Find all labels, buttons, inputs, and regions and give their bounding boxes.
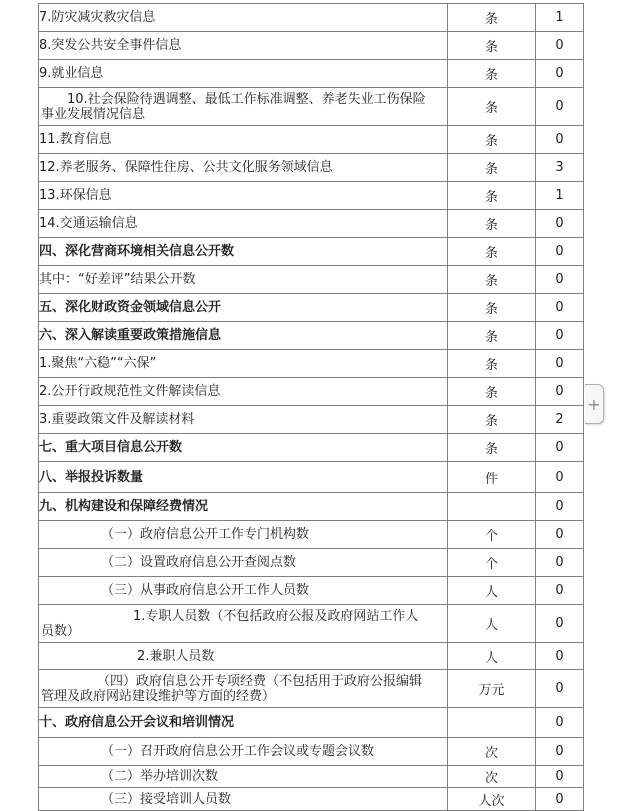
row-unit: 人次 <box>448 788 536 811</box>
row-value: 0 <box>536 549 584 577</box>
row-unit: 人 <box>448 643 536 670</box>
table-row <box>39 88 584 126</box>
row-value: 0 <box>536 462 584 493</box>
row-name: 7.防灾减灾救灾信息 <box>39 4 448 32</box>
row-unit: 条 <box>448 210 536 238</box>
row-value: 0 <box>536 521 584 549</box>
table-row <box>39 182 584 210</box>
row-name: （三）接受培训人员数 <box>39 788 448 811</box>
row-value: 0 <box>536 238 584 266</box>
table-row <box>39 788 584 811</box>
row-value: 0 <box>536 32 584 60</box>
row-value: 1 <box>536 182 584 210</box>
table-row <box>39 60 584 88</box>
row-unit: 条 <box>448 434 536 462</box>
row-value: 0 <box>536 577 584 605</box>
row-name: 五、深化财政资金领域信息公开 <box>39 294 448 322</box>
row-value: 0 <box>536 708 584 738</box>
row-name: 2.兼职人员数 <box>39 643 448 670</box>
table-row <box>39 577 584 605</box>
row-name: （三）从事政府信息公开工作人员数 <box>39 577 448 605</box>
table-row <box>39 766 584 788</box>
table-row <box>39 605 584 643</box>
row-unit: 个 <box>448 549 536 577</box>
row-name: （二）举办培训次数 <box>39 766 448 788</box>
row-value: 0 <box>536 766 584 788</box>
row-name <box>39 605 448 643</box>
row-unit: 条 <box>448 32 536 60</box>
table-row <box>39 406 584 434</box>
row-value: 0 <box>536 210 584 238</box>
row-unit: 条 <box>448 182 536 210</box>
row-unit: 条 <box>448 322 536 350</box>
row-name: 其中：“好差评”结果公开数 <box>39 266 448 294</box>
row-name: 2.公开行政规范性文件解读信息 <box>39 378 448 406</box>
row-value: 0 <box>536 294 584 322</box>
row-value: 0 <box>536 88 584 126</box>
row-unit: 条 <box>448 266 536 294</box>
row-name-line2: 员数） <box>41 623 81 639</box>
row-unit <box>448 708 536 738</box>
row-value: 3 <box>536 154 584 182</box>
row-value: 0 <box>536 738 584 766</box>
row-unit: 个 <box>448 521 536 549</box>
row-unit: 条 <box>448 238 536 266</box>
row-value: 0 <box>536 266 584 294</box>
row-unit: 条 <box>448 294 536 322</box>
table-row <box>39 434 584 462</box>
row-name: （一）召开政府信息公开工作会议或专题会议数 <box>39 738 448 766</box>
row-name: 8.突发公共安全事件信息 <box>39 32 448 60</box>
row-unit: 件 <box>448 462 536 493</box>
table-row <box>39 350 584 378</box>
row-name: 1.聚焦“六稳”“六保” <box>39 350 448 378</box>
row-name: （一）政府信息公开工作专门机构数 <box>39 521 448 549</box>
table-row <box>39 154 584 182</box>
row-value: 0 <box>536 643 584 670</box>
row-value: 0 <box>536 605 584 643</box>
row-name: 13.环保信息 <box>39 182 448 210</box>
row-name: 八、举报投诉数量 <box>39 462 448 493</box>
row-name-line1: 10.社会保险待遇调整、最低工作标准调整、养老失业工伤保险 <box>67 91 426 107</box>
row-name-line1: 1.专职人员数（不包括政府公报及政府网站工作人 <box>133 608 419 624</box>
row-value: 2 <box>536 406 584 434</box>
row-unit <box>448 493 536 521</box>
add-row-button[interactable] <box>585 384 604 424</box>
row-name: 十、政府信息公开会议和培训情况 <box>39 708 448 738</box>
row-value: 0 <box>536 126 584 154</box>
row-name: 9.就业信息 <box>39 60 448 88</box>
row-value: 0 <box>536 350 584 378</box>
row-name: 七、重大项目信息公开数 <box>39 434 448 462</box>
table-row <box>39 266 584 294</box>
row-name <box>39 88 448 126</box>
row-name-line1: （四）政府信息公开专项经费（不包括用于政府公报编辑 <box>97 673 423 689</box>
row-name-line2: 事业发展情况信息 <box>41 106 146 122</box>
row-unit: 条 <box>448 406 536 434</box>
row-unit: 人 <box>448 605 536 643</box>
table-row <box>39 670 584 708</box>
row-unit: 条 <box>448 60 536 88</box>
table-row <box>39 493 584 521</box>
table-row <box>39 549 584 577</box>
table-row <box>39 4 584 32</box>
table-row <box>39 738 584 766</box>
row-name: （二）设置政府信息公开查阅点数 <box>39 549 448 577</box>
table-row <box>39 322 584 350</box>
row-unit: 人 <box>448 577 536 605</box>
row-name-line2: 管理及政府网站建设维护等方面的经费） <box>41 688 276 704</box>
row-value: 1 <box>536 4 584 32</box>
row-unit: 次 <box>448 766 536 788</box>
row-unit: 条 <box>448 126 536 154</box>
plus-icon: + <box>587 394 601 414</box>
row-unit: 条 <box>448 378 536 406</box>
table-row <box>39 238 584 266</box>
table-row <box>39 32 584 60</box>
row-name: 14.交通运输信息 <box>39 210 448 238</box>
table-row <box>39 708 584 738</box>
row-value: 0 <box>536 788 584 811</box>
table-row <box>39 126 584 154</box>
row-unit: 条 <box>448 4 536 32</box>
row-name: 12.养老服务、保障性住房、公共文化服务领域信息 <box>39 154 448 182</box>
table-row <box>39 294 584 322</box>
table-row <box>39 210 584 238</box>
row-name: 3.重要政策文件及解读材料 <box>39 406 448 434</box>
row-name: 六、深入解读重要政策措施信息 <box>39 322 448 350</box>
row-value: 0 <box>536 670 584 708</box>
row-unit: 条 <box>448 350 536 378</box>
row-value: 0 <box>536 322 584 350</box>
row-value: 0 <box>536 434 584 462</box>
table-row <box>39 521 584 549</box>
stats-table <box>38 3 584 811</box>
row-name: 四、深化营商环境相关信息公开数 <box>39 238 448 266</box>
row-unit: 次 <box>448 738 536 766</box>
row-value: 0 <box>536 60 584 88</box>
table-row <box>39 462 584 493</box>
table-row <box>39 378 584 406</box>
row-name <box>39 670 448 708</box>
row-unit: 条 <box>448 154 536 182</box>
row-value: 0 <box>536 378 584 406</box>
row-unit: 条 <box>448 88 536 126</box>
row-name: 九、机构建设和保障经费情况 <box>39 493 448 521</box>
row-value: 0 <box>536 493 584 521</box>
table-row <box>39 643 584 670</box>
row-name: 11.教育信息 <box>39 126 448 154</box>
row-unit: 万元 <box>448 670 536 708</box>
